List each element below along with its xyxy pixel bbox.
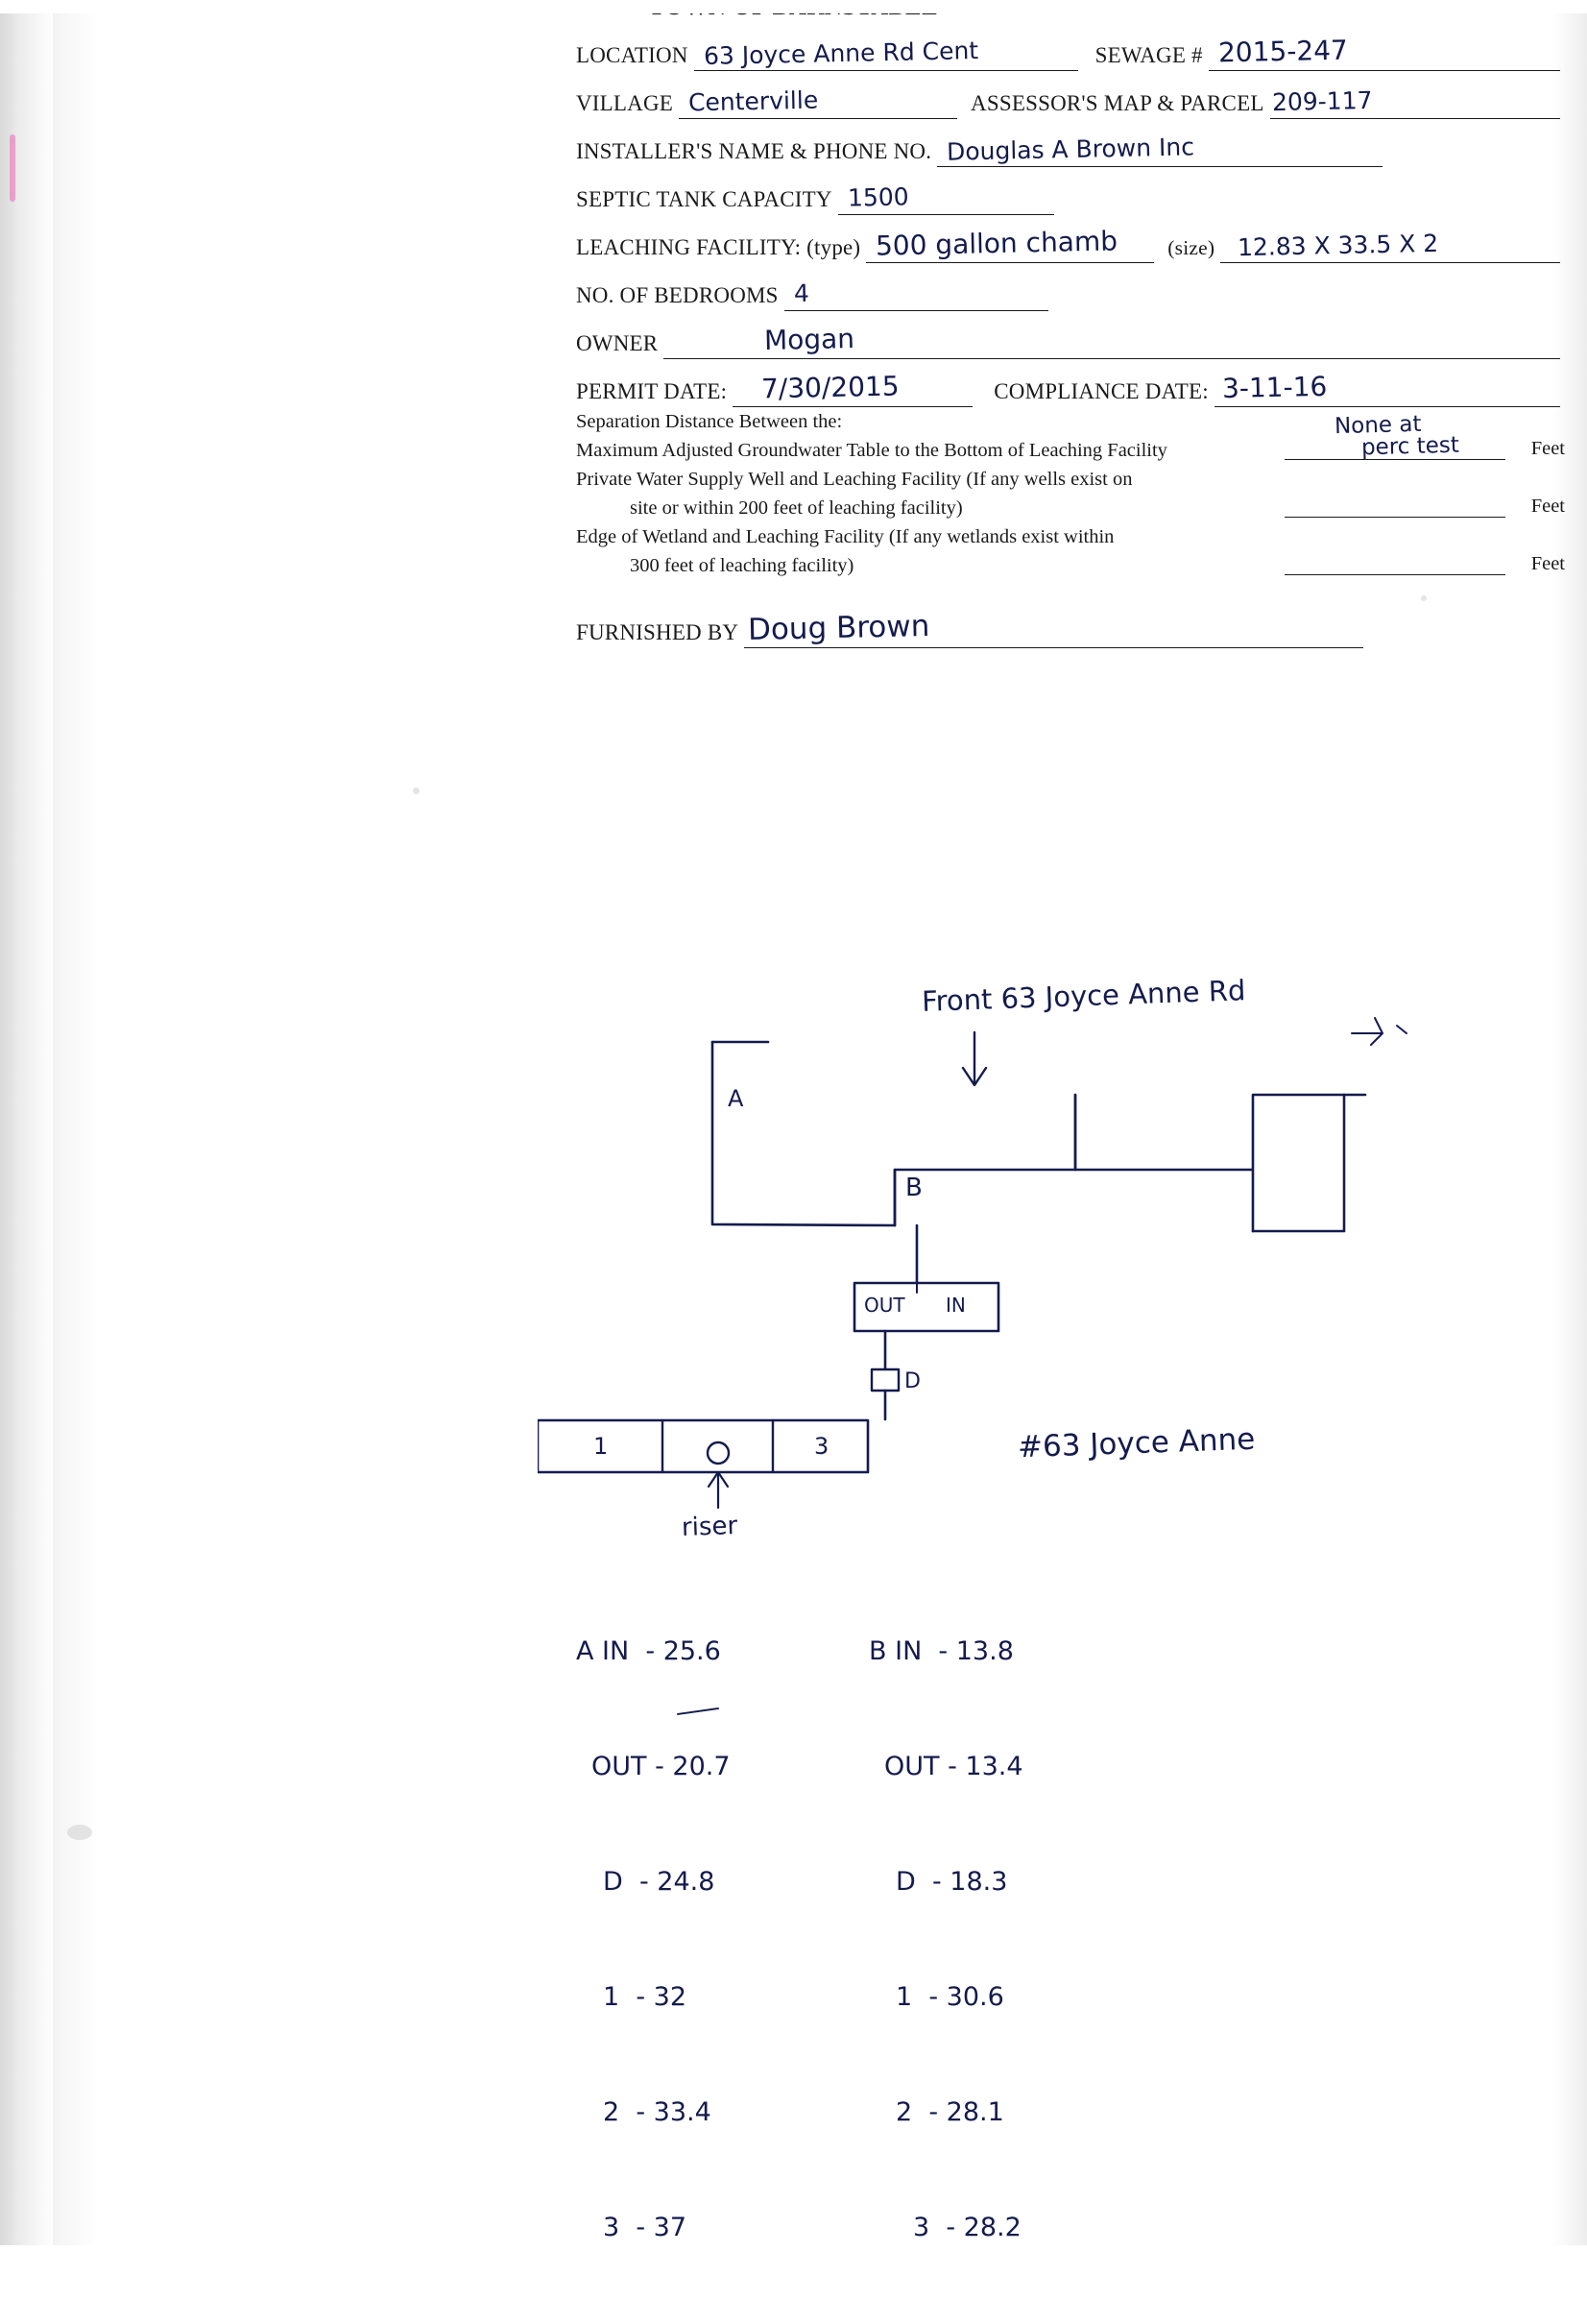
sketch-tank-in-label: IN <box>946 1294 966 1317</box>
furnished-by-label: FURNISHED BY <box>576 620 739 644</box>
leaching-facility-type-value: 500 gallon chamb <box>875 225 1118 262</box>
elevation-line: OUT - 20.7 <box>591 1752 731 1781</box>
leaching-facility-type-field[interactable] <box>866 225 1154 263</box>
septic-tank-capacity-label: SEPTIC TANK CAPACITY <box>576 187 832 211</box>
owner-label: OWNER <box>576 331 659 355</box>
separation-row-well-1 <box>576 465 1565 494</box>
permit-date-label: PERMIT DATE: <box>576 379 728 403</box>
septic-tank-capacity-field[interactable] <box>838 182 1054 215</box>
sewage-number-label: SEWAGE # <box>1094 43 1203 67</box>
bedrooms-value: 4 <box>793 278 809 308</box>
assessors-map-parcel-label: ASSESSOR'S MAP & PARCEL <box>971 91 1264 115</box>
installer-field[interactable] <box>937 133 1383 167</box>
elevation-line: 1 - 30.6 <box>896 1982 1004 2012</box>
separation-row-wetland-2 <box>576 551 1565 580</box>
scan-speck <box>413 787 420 794</box>
sewage-number-field[interactable] <box>1209 34 1560 71</box>
leaching-facility-size-field[interactable] <box>1220 229 1560 263</box>
bedrooms-field[interactable] <box>784 278 1048 311</box>
permit-date-value: 7/30/2015 <box>760 370 901 405</box>
elevation-line: B IN - 13.8 <box>869 1636 1014 1666</box>
village-label: VILLAGE <box>576 91 674 115</box>
separation-heading: Separation Distance Between the: <box>576 411 843 432</box>
septic-permit-form <box>576 35 1560 419</box>
separation-groundwater-value-line2: perc test <box>1360 432 1460 461</box>
form-row-location <box>576 35 1560 71</box>
owner-field[interactable] <box>663 323 1560 359</box>
sketch-trench-3-label: 3 <box>814 1433 830 1460</box>
sketch-tank-out-label: OUT <box>864 1294 905 1317</box>
elevations-column-a <box>576 1556 731 2324</box>
compliance-date-label: COMPLIANCE DATE: <box>994 379 1209 403</box>
separation-groundwater-unit: Feet <box>1530 438 1565 459</box>
separation-well-rule[interactable] <box>1285 517 1505 518</box>
furnished-by-row <box>576 609 1363 648</box>
furnished-by-field[interactable] <box>744 609 1363 648</box>
elevations-column-b <box>869 1556 1023 2324</box>
separation-wetland-rule[interactable] <box>1285 574 1505 575</box>
scan-speck <box>67 1825 92 1840</box>
assessors-map-parcel-field[interactable] <box>1270 85 1560 119</box>
form-row-bedrooms <box>576 275 1560 311</box>
elevation-line: OUT - 13.4 <box>884 1752 1023 1781</box>
scan-shadow-left-soft <box>53 0 96 2245</box>
installer-label: INSTALLER'S NAME & PHONE NO. <box>576 139 932 163</box>
pink-edge-mark <box>10 134 15 202</box>
separation-wetland-unit: Feet <box>1530 553 1565 574</box>
form-row-leaching-facility <box>576 227 1560 263</box>
separation-row-wetland-1 <box>576 522 1565 551</box>
separation-row-well-2 <box>576 494 1565 522</box>
leaching-facility-size-value: 12.83 X 33.5 X 2 <box>1237 229 1439 262</box>
separation-well-text: Private Water Supply Well and Leaching Facility (If any wells exist on <box>576 469 1133 490</box>
location-value: 63 Joyce Anne Rd Cent <box>703 36 978 70</box>
form-row-village <box>576 83 1560 119</box>
separation-well-text2: site or within 200 feet of leaching facility) <box>630 497 963 519</box>
elevation-line: D - 18.3 <box>896 1867 1008 1897</box>
compliance-date-field[interactable] <box>1214 370 1560 407</box>
page-top-clip <box>0 0 1587 13</box>
installer-value: Douglas A Brown Inc <box>946 133 1195 166</box>
village-value: Centerville <box>687 85 819 117</box>
form-row-installer <box>576 131 1560 167</box>
elevation-line: 2 - 33.4 <box>603 2097 711 2127</box>
location-field[interactable] <box>694 36 1078 71</box>
furnished-by-value: Doug Brown <box>747 609 930 647</box>
location-label: LOCATION <box>576 43 688 67</box>
village-field[interactable] <box>679 85 957 119</box>
compliance-date-value: 3-11-16 <box>1221 370 1328 405</box>
sketch-label-b: B <box>905 1174 923 1202</box>
sketch-address-note: #63 Joyce Anne <box>1017 1421 1256 1465</box>
form-row-dates <box>576 371 1560 407</box>
elevation-line: 2 - 28.1 <box>896 2097 1004 2127</box>
elevation-line: 1 - 32 <box>603 1982 687 2012</box>
leaching-facility-size-label: (size) <box>1167 236 1215 259</box>
sketch-trench-1-label: 1 <box>593 1433 609 1460</box>
leaching-facility-type-label: LEACHING FACILITY: (type) <box>576 235 861 259</box>
elevation-line: A IN - 25.6 <box>576 1636 721 1666</box>
sewage-number-value: 2015-247 <box>1217 34 1348 69</box>
form-row-owner <box>576 323 1560 359</box>
sketch-label-a: A <box>728 1085 744 1112</box>
form-row-septic-capacity <box>576 179 1560 215</box>
scan-speck <box>1421 595 1427 601</box>
sketch-front-note: Front 63 Joyce Anne Rd <box>921 974 1246 1018</box>
elevation-line: 3 - 37 <box>603 2213 687 2242</box>
septic-tank-capacity-value: 1500 <box>847 182 909 212</box>
elevation-line: 3 - 28.2 <box>913 2213 1022 2242</box>
elevation-line: D - 24.8 <box>603 1867 715 1897</box>
assessors-map-parcel-value: 209-117 <box>1271 85 1373 117</box>
sketch-dbox-label: D <box>904 1369 921 1393</box>
separation-distance-section <box>576 407 1565 580</box>
separation-groundwater-value-line1: None at <box>1334 411 1422 440</box>
scan-shadow-left <box>0 0 58 2245</box>
permit-date-field[interactable] <box>733 370 973 407</box>
separation-wetland-text2: 300 feet of leaching facility) <box>630 555 854 576</box>
bedrooms-label: NO. OF BEDROOMS <box>576 283 779 307</box>
sketch-riser-label: riser <box>681 1511 738 1543</box>
separation-well-unit: Feet <box>1530 496 1565 517</box>
separation-groundwater-text: Maximum Adjusted Groundwater Table to the Bottom of Leaching Facility <box>576 440 1167 461</box>
owner-value: Mogan <box>763 323 855 356</box>
separation-wetland-text: Edge of Wetland and Leaching Facility (If any wetlands exist within <box>576 526 1115 547</box>
